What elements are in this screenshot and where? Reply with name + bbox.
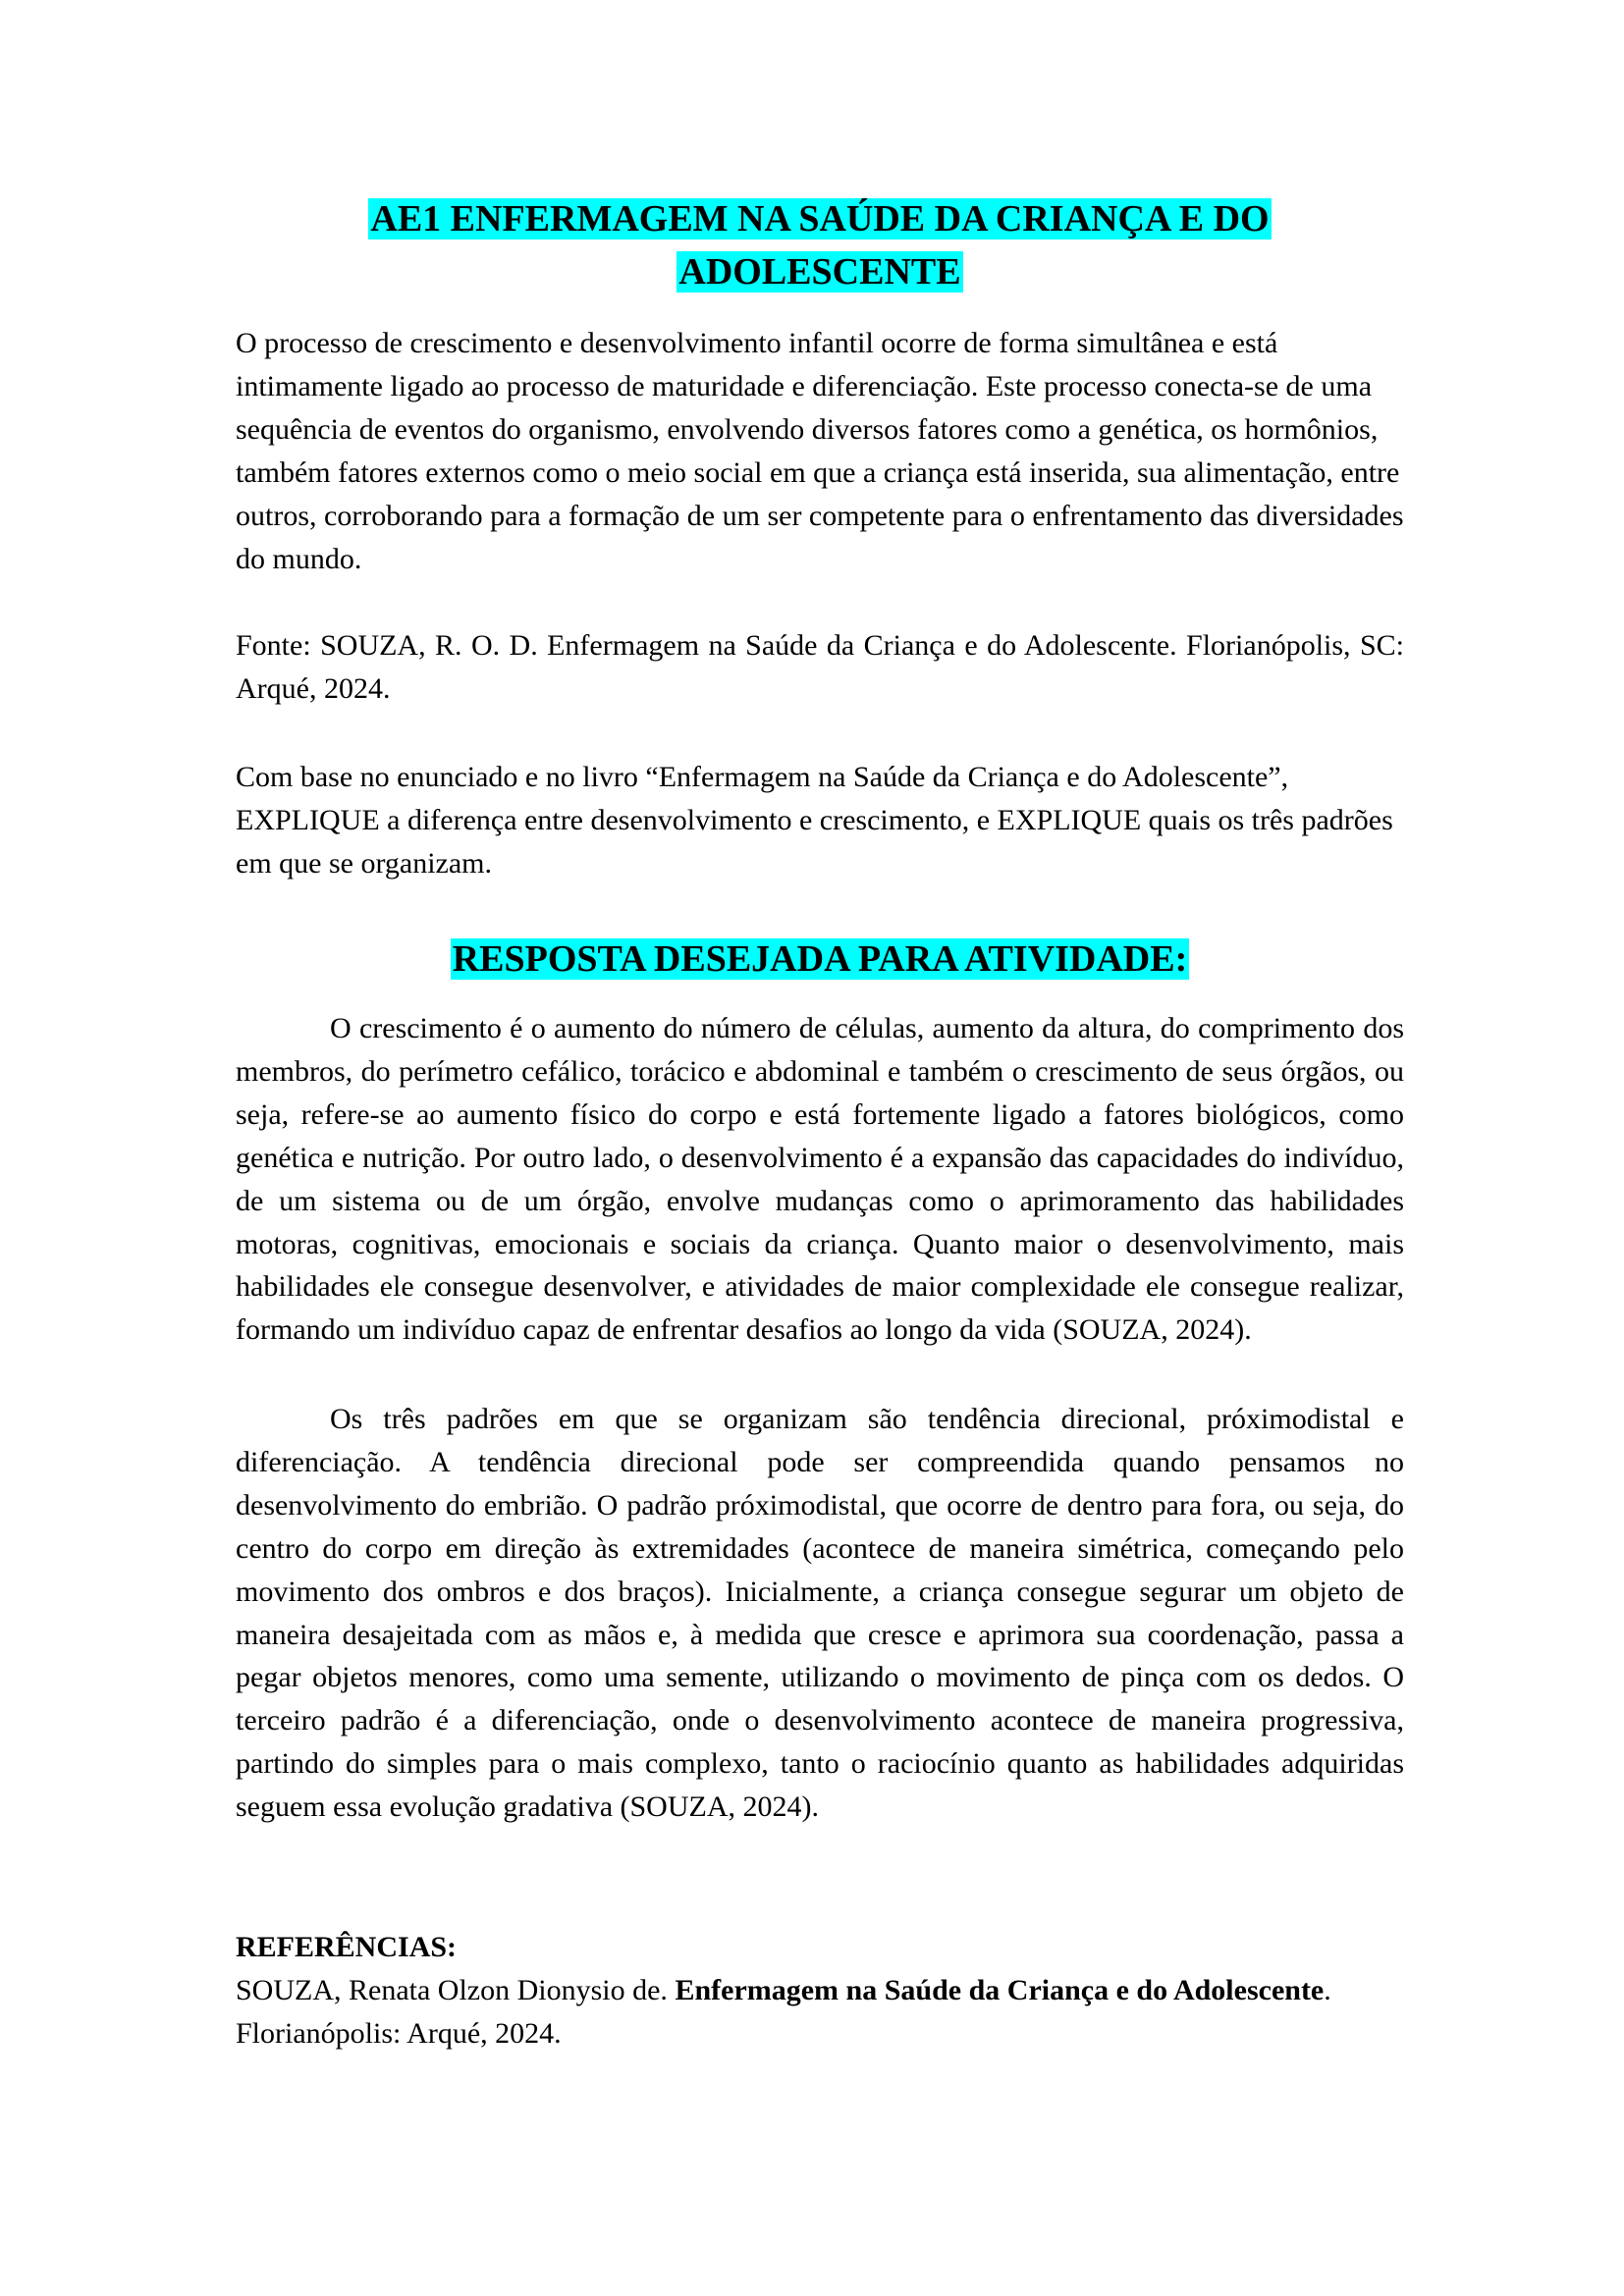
references-heading: REFERÊNCIAS:	[236, 1931, 458, 1963]
answer-paragraph-2: Os três padrões em que se organizam são tendência direcional, próximodistal e diferenciação. A tendência direcional pode ser compreendida quando pensamos no desenvolvimento do embrião. O padrão próximodistal, que ocorre de dentro para fora, ou seja, do centro do corpo em direção às extremidades (acontece de maneira simétrica, começando pelo movimento dos ombros e dos braços). Inicialmente, a criança consegue segurar um objeto de maneira desajeitada com as mãos e, à medida que cresce e aprimora sua coordenação, passa a pegar objetos menores, como uma semente, utilizando o movimento de pinça com os dedos. O terceiro padrão é a diferenciação, onde o desenvolvimento acontece de maneira progressiva, partindo do simples para o mais complexo, tanto o raciocínio quanto as habilidades adquiridas seguem essa evolução gradativa (SOUZA, 2024).	[236, 1403, 1404, 1824]
answer-heading	[236, 933, 1404, 986]
document-title	[236, 192, 1404, 298]
reference-authors: SOUZA, Renata Olzon Dionysio de.	[236, 1974, 676, 2006]
title-line-1: AE1 ENFERMAGEM NA SAÚDE DA CRIANÇA E DO	[370, 198, 1270, 240]
source-citation: Fonte: SOUZA, R. O. D. Enfermagem na Saúde da Criança e do Adolescente. Florianópolis, SC: Arqué, 2024.	[236, 629, 1404, 705]
reference-publisher: . Florianópolis: Arqué, 2024.	[236, 1974, 1331, 2050]
answer-heading-text: RESPOSTA DESEJADA PARA ATIVIDADE:	[452, 938, 1188, 980]
title-line-2: ADOLESCENTE	[678, 251, 961, 293]
reference-book-title: Enfermagem na Saúde da Criança e do Adolescente	[675, 1974, 1325, 2006]
answer-paragraph-1: O crescimento é o aumento do número de células, aumento da altura, do comprimento dos membros, do perímetro cefálico, torácico e abdominal e também o crescimento de seus órgãos, ou seja, refere-se ao aumento físico do corpo e está fortemente ligado a fatores biológicos, como genética e nutrição. Por outro lado, o desenvolvimento é a expansão das capacidades do indivíduo, de um sistema ou de um órgão, envolve mudanças como o aprimoramento das habilidades motoras, cognitivas, emocionais e sociais da criança. Quanto maior o desenvolvimento, mais habilidades ele consegue desenvolver, e atividades de maior complexidade ele consegue realizar, formando um indivíduo capaz de enfrentar desafios ao longo da vida (SOUZA, 2024).	[236, 1012, 1404, 1347]
question-paragraph: Com base no enunciado e no livro “Enfermagem na Saúde da Criança e do Adolescente”, EXPLIQUE a diferença entre desenvolvimento e crescimento, e EXPLIQUE quais os três padrões em que se organizam.	[236, 761, 1393, 880]
reference-entry	[236, 1969, 1355, 2056]
intro-paragraph: O processo de crescimento e desenvolvimento infantil ocorre de forma simultânea e está intimamente ligado ao processo de maturidade e diferenciação. Este processo conecta-se de uma sequência de eventos do organismo, envolvendo diversos fatores como a genética, os hormônios, também fatores externos como o meio social em que a criança está inserida, sua alimentação, entre outros, corroborando para a formação de um ser competente para o enfrentamento das diversidades do mundo.	[236, 327, 1404, 575]
